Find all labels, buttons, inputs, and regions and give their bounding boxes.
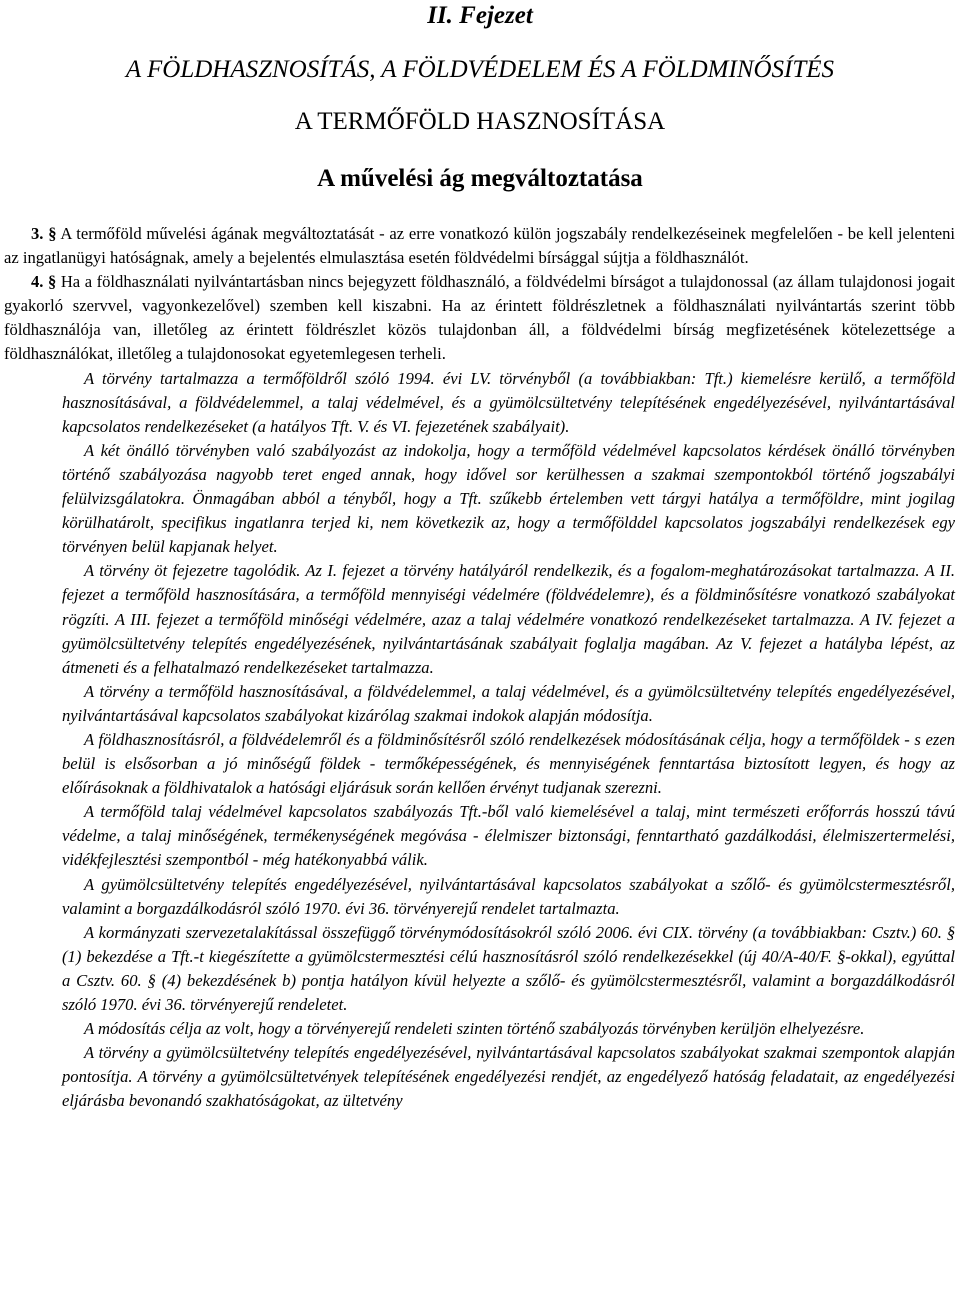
commentary-paragraph: A törvény a termőföld hasznosításával, a földvédelemmel, a talaj védelmével, és a gyümölcsültetvény telepítés engedélyezésével, nyilvántartásával kapcsolatos szabályokat kizárólag szakmai indokok alapján módosítja. — [62, 681, 955, 725]
section-text: A termőföld művelési ágának megváltoztatását - az erre vonatkozó külön jogszabály rendelkezéseinek megfelelően - be kell jelenteni az ingatlanügyi hatóságnak, amely a bejelentés elmulasztása esetén földvédelmi bírsággal sújtja a földhasználót. — [4, 224, 955, 268]
commentary-paragraph: A törvény tartalmazza a termőföldről szóló 1994. évi LV. törvényből (a továbbiakban: Tft.) kiemelésre kerülő, a termőföld hasznosításával, a földvédelemmel, a talaj védelmével, és a gyümölcsültetvény telepítésének engedélyezésével, nyilvántartásával kapcsolatos rendelkezéseket (a hatályos Tft. V. és VI. fejezetének szabályait). — [62, 368, 955, 436]
chapter-heading: II. Fejezet — [427, 2, 533, 29]
section-title: A TERMŐFÖLD HASZNOSÍTÁSA — [294, 108, 666, 135]
section-4 — [4, 270, 955, 366]
commentary-paragraph: A törvény a gyümölcsültetvény telepítés engedélyezésével, nyilvántartásával kapcsolatos szabályokat szakmai szempontok alapján pontosítja. A törvény a gyümölcsültetvények telepítésének engedélyezési rendjét, az engedélyező hatóság feladatait, az engedélyezési eljárásba bevonandó szakhatóságokat, az ültetvény — [62, 1043, 955, 1111]
section-number: 4. § — [31, 272, 57, 292]
sub-title: A művelési ág megváltoztatása — [317, 165, 643, 192]
commentary-paragraph: A gyümölcsültetvény telepítés engedélyezésével, nyilvántartásával kapcsolatos szabályokat a szőlő- és gyümölcstermesztésről, valamint a borgazdálkodásról szóló 1970. évi 36. törvényerejű rendelet tartalmazta. — [62, 874, 955, 918]
commentary-paragraph: A módosítás célja az volt, hogy a törvényerejű rendeleti szinten történő szabályozás törvényben kerüljön elhelyezésre. — [84, 1019, 865, 1039]
commentary-paragraph: A törvény öt fejezetre tagolódik. Az I. fejezet a törvény hatályáról rendelkezik, és a fogalom-meghatározásokat tartalmazza. A II. fejezet a termőföld hasznosítására, a termőföld mennyiségi védelmére (földvédelemre), és a földminősítésre vonatkozó szabályokat rögzíti. A III. fejezet a termőföld minőségi védelmére, azaz a talaj védelmére vonatkozó rendelkezéseket tartalmazza. A IV. fejezet a gyümölcsültetvény telepítés engedélyezésének, nyilvántartásának szabályait foglalja magában. Az V. fejezet a hatályba lépést, az átmeneti és a felhatalmazó rendelkezéseket tartalmazza. — [62, 561, 955, 677]
commentary-paragraph: A két önálló törvényben való szabályozást az indokolja, hogy a termőföld védelmével kapcsolatos kérdések önálló törvényben történő szabályozása nagyobb teret enged annak, hogy idővel sor kerülhessen a szakmai szempontokból történő jogszabályi felülvizsgálatokra. Önmagában abból a tényből, hogy a Tft. szűkebb értelemben vett tárgyi hatálya a termőföldre, mint jogilag körülhatárolt, specifikus ingatlanra terjed ki, nem következik az, hogy a termőfölddel kapcsolatos jogszabályi rendelkezések egy törvényen belül kapjanak helyet. — [62, 440, 955, 557]
commentary-paragraph: A termőföld talaj védelmével kapcsolatos szabályozás Tft.-ből való kiemelésével a talaj, mint természeti erőforrás hosszú távú védelme, a talaj minőségének, termékenységének megóvása - élelmiszer biztonsági, fenntartható gazdálkodási, élelmiszertermelési, vidékfejlesztési szempontból - még hatékonyabbá válik. — [62, 802, 955, 870]
section-text: Ha a földhasználati nyilvántartásban nincs bejegyzett földhasználó, a földvédelmi bírságot a tulajdonossal (az állam tulajdonosi jogait gyakorló szervvel, vagyonkezelővel) szemben kell kiszabni. Ha az érintett földrészletnek a földhasználati nyilvántartás szerint több földhasználója van, illetőleg az érintett földrészlet közös tulajdonban áll, a földvédelmi bírság megfizetésének kötelezettsége a földhasználókat, illetőleg a tulajdonosokat egyetemlegesen terheli. — [4, 272, 956, 364]
commentary-paragraph: A kormányzati szervezetalakítással összefüggő törvénymódosításokról szóló 2006. évi CIX. törvény (a továbbiakban: Csztv.) 60. § (1) bekezdése a Tft.-t kiegészítette a gyümölcstermesztési célú hasznosításról szóló rendelkezésekkel (új 40/A-40/F. §-okkal), egyúttal a Csztv. 60. § (4) bekezdésének b) pontja hatályon kívül helyezte a szőlő- és gyümölcstermesztésről, valamint a borgazdálkodásról szóló 1970. évi 36. törvényerejű rendeletet. — [62, 922, 955, 1014]
document-header — [0, 0, 960, 194]
section-number: 3. § — [31, 224, 57, 243]
commentary-paragraph: A földhasznosításról, a földvédelemről és a földminősítésről szóló rendelkezések módosításának célja, hogy a termőföldek - s ezen belül is elsősorban a jó minőségű földek - termőképességének, és mennyiségének fenntartása biztosított legyen, és hogy az előírásoknak a földhivatalok a hatósági eljárásuk során kellően érvényt tudjanak szerezni. — [62, 729, 955, 798]
document-body — [4, 222, 955, 1113]
part-title: A FÖLDHASZNOSÍTÁS, A FÖLDVÉDELEM ÉS A FÖLDMINŐSÍTÉS — [125, 56, 835, 83]
section-3 — [4, 222, 955, 270]
